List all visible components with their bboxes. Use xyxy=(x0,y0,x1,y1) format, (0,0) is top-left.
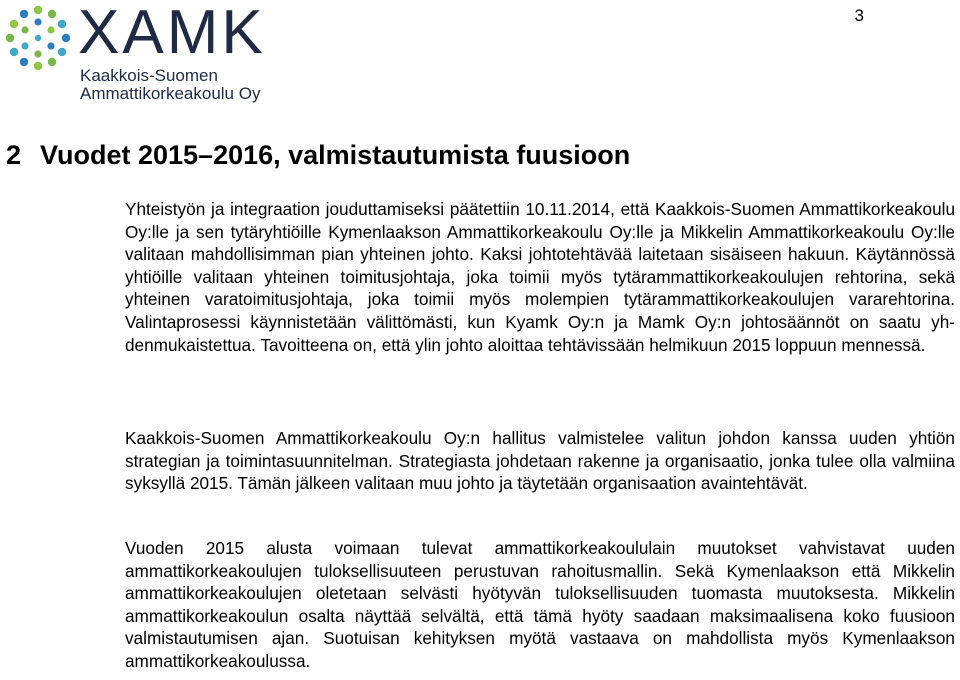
page-number: 3 xyxy=(854,6,864,25)
xamk-dots-icon xyxy=(4,4,72,72)
paragraph-3 xyxy=(125,537,955,673)
logo-wordmark: XAMK xyxy=(78,0,266,67)
section-heading xyxy=(6,140,630,171)
paragraph-text: Yhteistyön ja integraation jouduttamiseksi päätettiin 10.11.2014, että Kaakkois-Suomen Ammattikorkeakoulu Oy:lle ja sen tytäryhtiöille Kymenlaakson Ammattikorkeakoulu Oy:lle ja Mikkelin Ammattikorkeakoulu Oy:lle valitaan mahdollisimman pian yhteinen johto. Kaksi johtotehtävää laitetaan sisäiseen hakuun. Käytännössä yhtiöille valitaan yhteinen toimitusjohtaja, joka toimii myös tytärammattikorkeakoulujen rehtorina, sekä yhteinen varatoimitusjohtaja, joka toimii myös molempien tytärammattikorkeakoulujen vararehtorina. Valintaprosessi käynnistetään välittömästi, kun Kyamk Oy:n ja Mamk Oy:n johtosäännöt on saatu yhdenmukaistettua. Tavoitteena on, että ylin johto aloittaa tehtävissään helmikuun 2015 loppuun mennessä. xyxy=(125,199,955,355)
paragraph-1 xyxy=(125,198,955,356)
section-title: Vuodet 2015–2016, valmistautumista fuusioon xyxy=(40,140,631,170)
logo-dot-ring xyxy=(6,6,70,70)
paragraph-text: Kaakkois-Suomen Ammattikorkeakoulu Oy:n hallitus valmistelee valitun johdon kanssa uuden yhtiön strategian ja toimintasuunnitelman. Strategiasta johdetaan rakenne ja organisaatio, jonka tulee olla valmiina syksyllä 2015. Tämän jälkeen valitaan muu johto ja täytetään organisaation avaintehtävät. xyxy=(125,428,955,494)
xamk-logo xyxy=(4,2,274,106)
section-number: 2 xyxy=(6,140,22,170)
logo-subtitle-line2: Ammattikorkeakoulu Oy xyxy=(80,84,261,103)
paragraph-2 xyxy=(125,427,955,495)
paragraph-text: Vuoden 2015 alusta voimaan tulevat ammattikorkeakoululain muutokset vahvistavat uuden ammattikorkeakoulujen tuloksellisuuteen perustuvan rahoitusmallin. Sekä Kymenlaakson että Mikkelin ammattikorkeakoulujen oletetaan selvästi hyötyvän tuloksellisuuden tuomasta muutoksesta. Mikkelin ammattikorkeakoulun osalta näyttää selvältä, että tämä hyöty saadaan maksimaalisena koko fuusioon valmistautumisen ajan. Suotuisan kehityksen myötä vastaava on mahdollista myös Kymenlaakson ammattikorkeakoulussa. xyxy=(125,538,955,671)
logo-subtitle-line1: Kaakkois-Suomen xyxy=(80,66,218,85)
